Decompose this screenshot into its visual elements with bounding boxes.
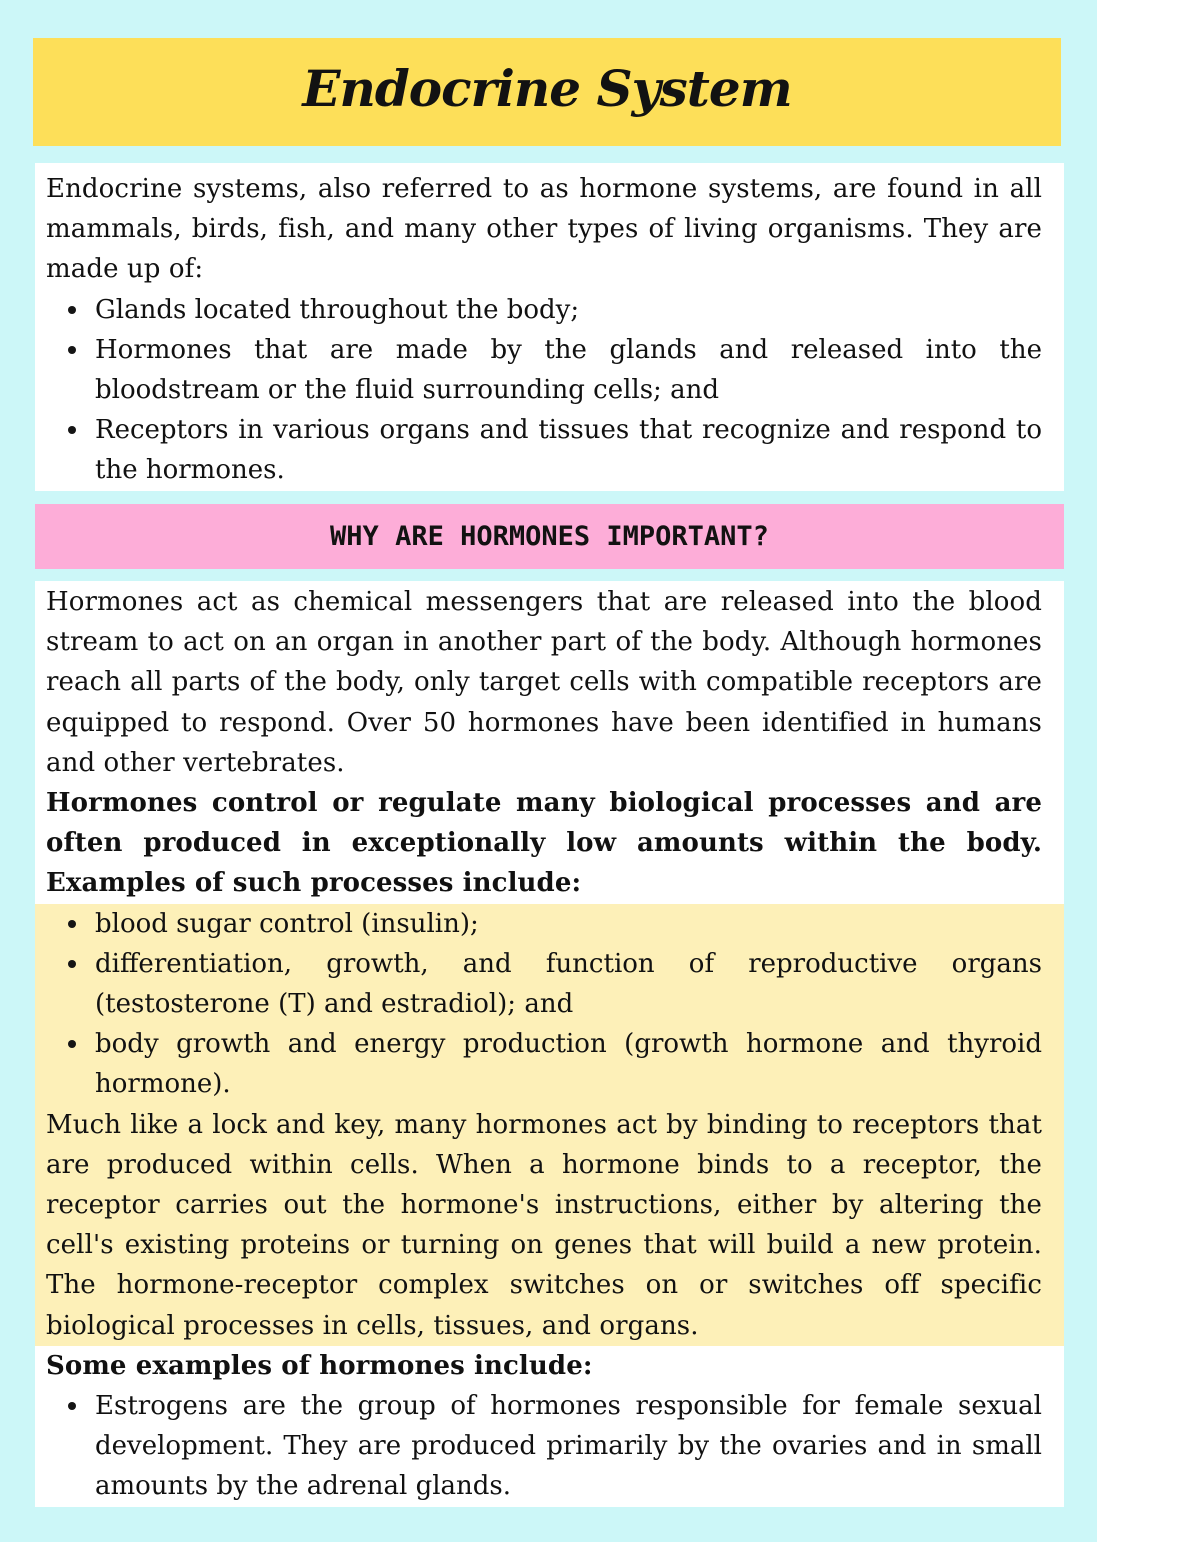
examples-heading: Some examples of hormones include:: [46, 1350, 593, 1381]
bullet-icon: [68, 960, 76, 968]
list-item: [46, 1386, 1042, 1507]
list-item-text: Receptors in various organs and tissues that recognize and respond to the hormones.: [95, 415, 1042, 486]
list-item-text: Estrogens are the group of hormones responsible for female sexual development. They are produced primarily by the ovaries and in small amounts by the adrenal glands.: [95, 1391, 1042, 1502]
hormones-paragraph: Hormones act as chemical messengers that are released into the blood stream to act on an organ in another part of the body. Although hormones reach all parts of the body, only target cells with compatible receptors are equipped to respond. Over 50 hormones have been identified in humans and other vertebrates.: [46, 587, 1042, 778]
intro-card: [35, 163, 1064, 491]
bullet-icon: [68, 426, 76, 434]
list-item-text: blood sugar control (insulin);: [95, 908, 479, 939]
bullet-icon: [68, 346, 76, 354]
list-item: [46, 330, 1042, 410]
section-heading-banner: [35, 504, 1064, 569]
list-item-text: body growth and energy production (growth hormone and thyroid hormone).: [95, 1029, 1042, 1100]
lock-and-key-paragraph: Much like a lock and key, many hormones act by binding to receptors that are produced within cells. When a hormone binds to a receptor, the receptor carries out the hormone's instructions, either by altering the cell's existing proteins or turning on genes that will build a new protein. The hormone-receptor complex switches on or switches off specific biological processes in cells, tissues, and organs.: [46, 1109, 1042, 1341]
page-title: Endocrine System: [302, 58, 792, 118]
list-item: [46, 904, 1042, 944]
list-item: [46, 944, 1042, 1024]
processes-list: [46, 904, 1042, 1105]
list-item: [46, 1024, 1042, 1104]
bullet-icon: [68, 1040, 76, 1048]
hormones-card: [35, 581, 1064, 1507]
highlighted-block: [35, 904, 1064, 1346]
title-banner: [33, 38, 1061, 146]
section-heading: WHY ARE HORMONES IMPORTANT?: [330, 521, 769, 552]
bullet-icon: [68, 306, 76, 314]
bullet-icon: [68, 1402, 76, 1410]
list-item-text: Hormones that are made by the glands and released into the bloodstream or the fluid surrounding cells; and: [95, 334, 1042, 406]
list-item: [46, 290, 1042, 330]
processes-intro-paragraph: Hormones control or regulate many biological processes and are often produced in exceptionally low amounts within the body. Examples of such processes include:: [46, 788, 1042, 899]
intro-paragraph: Endocrine systems, also referred to as hormone systems, are found in all mammals, birds, fish, and many other types of living organisms. They are made up of:: [46, 174, 1042, 285]
list-item-text: differentiation, growth, and function of reproductive organs (testosterone (T) and estradiol); and: [95, 948, 1042, 1020]
examples-list: [35, 1386, 1042, 1507]
list-item: [46, 410, 1042, 490]
list-item-text: Glands located throughout the body;: [95, 294, 580, 325]
bullet-icon: [68, 920, 76, 928]
intro-list: [46, 290, 1042, 491]
